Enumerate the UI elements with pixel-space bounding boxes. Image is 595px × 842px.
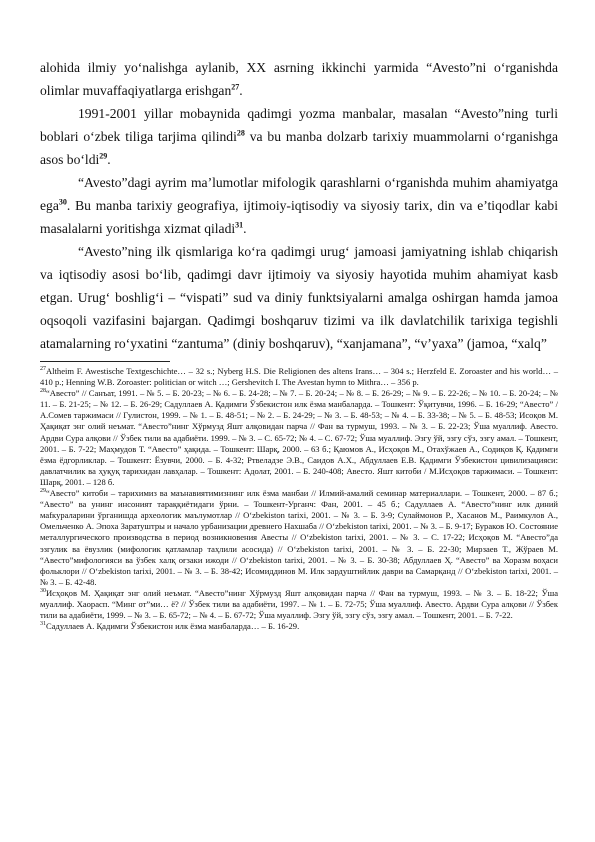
footnote-number: 28 xyxy=(40,388,46,395)
document-page xyxy=(40,0,558,632)
footnote-separator xyxy=(40,361,170,362)
footnote-text: Исҳоқов М. Ҳақиқат энг олий неъмат. “Авесто”нинг Хўрмузд Яшт алқовидан парча // Фан ва турмуш, 1993. – № 3. – Б. 18-22; Ўша муаллиф. Хаорасп. “Минг от”ми… ё? // Ўзбек тили ва адабиёти, 1997. – № 1. – Б. 72-75; Ўша муаллиф. Авесто. Ардви Сура алқови // Ўзбек тили ва адабиёти, 1999. – № 3. – Б. 65-72; – № 4. – Б. 67-72; Ўша муаллиф. Эзгу ўй, эзгу сўз, эзгу амал. – Тошкент, 2001. – Б. 7-22. xyxy=(40,587,558,621)
footnote-text: “Авесто” // Санъат, 1991. – № 5. – Б. 20-23; – № 6. – Б. 24-28; – № 7. – Б. 20-24; – № 8. – Б. 26-29; – № 9. – Б. 22-26; – № 10. – Б. 20-24; – № 11. – Б. 21-25; – № 12. – Б. 26-29; Садуллаев А. Қадимги Ўзбекистон илк ёзма манбаларда. – Тошкент: Ўқитувчи, 1996. – Б. 16-29; “Авесто” / А.Сомев таржимаси // Гулистон, 1999. – № 1. – Б. 48-51; – № 2. – Б. 24-29; – № 3. – Б. 48-53; – № 4. – Б. 33-38; – № 5. – Б. 48-53; Исоқов М. Ҳақиқат энг олий неъмат. “Авесто”нинг Хўрмузд Яшт алқовидан парча // Фан ва турмуш, 1993. – № 3. – Б. 22-23; Ўша муаллиф. Авесто. Ардви Сура алқови // Ўзбек тили ва адабиёти. 1999. – № 3. – С. 65-72; № 4. – С. 67-72; Ўша муаллиф. Эзгу ўй, эзгу сўз, эзгу амал. – Тошкент, 2001. – Б. 7-22; Маҳмудов Т. “Авесто” ҳақида. – Тошкент: Шарқ, 2000. – 63 б.; Қаюмов А., Исҳоқов М., Отахўжаев А., Содиқов Қ. Қадимги ёзма ёдгорликлар. – Тошкент: Ёзувчи, 2000. – Б. 4-32; Ртвеладзе Э.В., Саидов А.Х., Абдуллаев Е.В. Қадимги Ўзбекистон цивилизацияси: давлатчилик ва ҳуқуқ тарихидан лавҳалар. – Тошкент: Адолат, 2001. – Б. 240-408; Авесто. Яшт китоби / М.Исҳоқов таржимаси. – Тошкент: Шарқ, 2001. – 128 б. xyxy=(40,388,558,487)
footnote-31 xyxy=(40,621,558,632)
footnote-number: 27 xyxy=(40,366,46,373)
footnote-number: 29 xyxy=(40,488,46,495)
footnotes xyxy=(40,366,558,632)
footnote-27 xyxy=(40,366,558,388)
paragraph-3 xyxy=(40,171,558,240)
punct: . xyxy=(239,83,243,98)
footnote-text: Садуллаев А. Қадимги Ўзбекистон илк ёзма манбаларда… – Б. 16-29. xyxy=(46,621,300,632)
footnote-29 xyxy=(40,488,558,588)
paragraph-3-text-b: . Bu manba tarixiy geografiya, ijtimoiy-iqtisodiy va siyosiy tarix, din va e’tiqodlar kabi masalalarni yoritishga xizmat qiladi xyxy=(40,198,558,236)
punct: . xyxy=(107,152,111,167)
footnote-text: “Авесто” китоби – тарихимиз ва маънавиятимизнинг илк ёзма манбаи // Илмий-амалий семинар материаллари. – Тошкент, 2000. – 87 б.; “Авесто” ва унинг инсоният тараққиётидаги ўрни. – Тошкент-Урганч: Фан, 2001. – 45 б.; Садуллаев А. “Авесто”нинг илк диний мafкураларини ўрганишда археологик маълумотлар // O‘zbekiston tarixi, 2001. – № 3. – Б. 3-9; Сулаймонов Р., Хасанов М., Раимкулов А., Омельченко А. Эпоха Заратуштры и начало урбанизации древнего Нахшаба // O‘zbekiston tarixi, 2001. – № 3. – Б. 9-17; Бураков Ю. Состояние металлургического производства в период возникновения Авесты // O‘zbekiston tarixi, 2001. – № 3. – С. 17-22; Исҳоқов М. “Авесто”да эзгулик ва ёвузлик (мифологик қатламлар таҳлили асосида) // O‘zbekiston tarixi, 2001. – № 3. – Б. 22-30; Мирзаев Т., Жўраев М. “Авесто”мифологияси ва ўзбек халқ оғзаки ижоди // O‘zbekiston tarixi, 2001. – № 3. – Б. 30-38; Абдуллаев Ҳ. “Авесто” ва Хоразм воҳаси фольклори // O‘zbekiston tarixi, 2001. – № 3. – Б. 38-42; Исомиддинов М. Илк зардуштийлик даври ва Самарқанд // O‘zbekiston tarixi, 2001. – № 3. – Б. 42-48. xyxy=(40,488,558,587)
footnote-ref-29: 29 xyxy=(99,151,108,161)
main-text xyxy=(40,56,558,355)
paragraph-2 xyxy=(40,102,558,171)
footnote-28 xyxy=(40,388,558,488)
footnote-text: Altheim F. Awestische Textgeschichte… – 32 s.; Nyberg H.S. Die Religionen des altens Irans… – 304 s.; Herzfeld E. Zoroaster and his world… – 410 p.; Henning W.B. Zoroaster: politician or witch …; Gershevitch I. The Avestan hymn to Mithra… – 356 p. xyxy=(40,366,558,388)
footnote-number: 30 xyxy=(40,588,46,595)
footnote-ref-27: 27 xyxy=(231,82,240,92)
footnote-30 xyxy=(40,588,558,621)
paragraph-2-text-b: va bu manba dolzarb tarixiy muammolarni o‘rganishga asos bo‘ldi xyxy=(40,129,558,167)
punct: . xyxy=(243,221,247,236)
paragraph-1-text: alohida ilmiy yo‘nalishga aylanib, XX asrning ikkinchi yarmida “Avesto”ni o‘rganishda olimlar muvaffaqiyatlarga erishgan xyxy=(40,60,558,98)
footnote-ref-30: 30 xyxy=(58,197,67,207)
paragraph-4: “Avesto”ning ilk qismlariga ko‘ra qadimgi urug‘ jamoasi jamiyatning ishlab chiqarish va iqtisodiy asosi bo‘lib, qadimgi davr ijtimoiy va siyosiy hayotida muhim ahamiyat kasb etgan. Urug‘ boshlig‘i – “vispati” sud va diniy funktsiyalarni amalga oshirgan hamda jamoa oqsoqoli vazifasini bajargan. Qadimgi boshqaruv tizimi va ilk davlatchilik tarixiga tegishli atamalarning ro‘yxatini “zantuma” (diniy boshqaruv), “xanjamana”, “v’yaxa” (jamoa, “xalq” xyxy=(40,244,558,351)
footnote-number: 31 xyxy=(40,621,46,628)
footnote-ref-31: 31 xyxy=(235,220,244,230)
paragraph-1 xyxy=(40,56,558,102)
footnote-ref-28: 28 xyxy=(236,128,245,138)
paragraph-3-text-a: “Avesto”dagi ayrim ma’lumotlar mifologik qarashlarni o‘rganishda muhim ahamiyatga ega xyxy=(40,175,558,213)
paragraph-2-text-a: 1991-2001 yillar mobaynida qadimgi yozma manbalar, masalan “Avesto”ning turli boblari o‘zbek tiliga tarjima qilindi xyxy=(40,106,558,144)
